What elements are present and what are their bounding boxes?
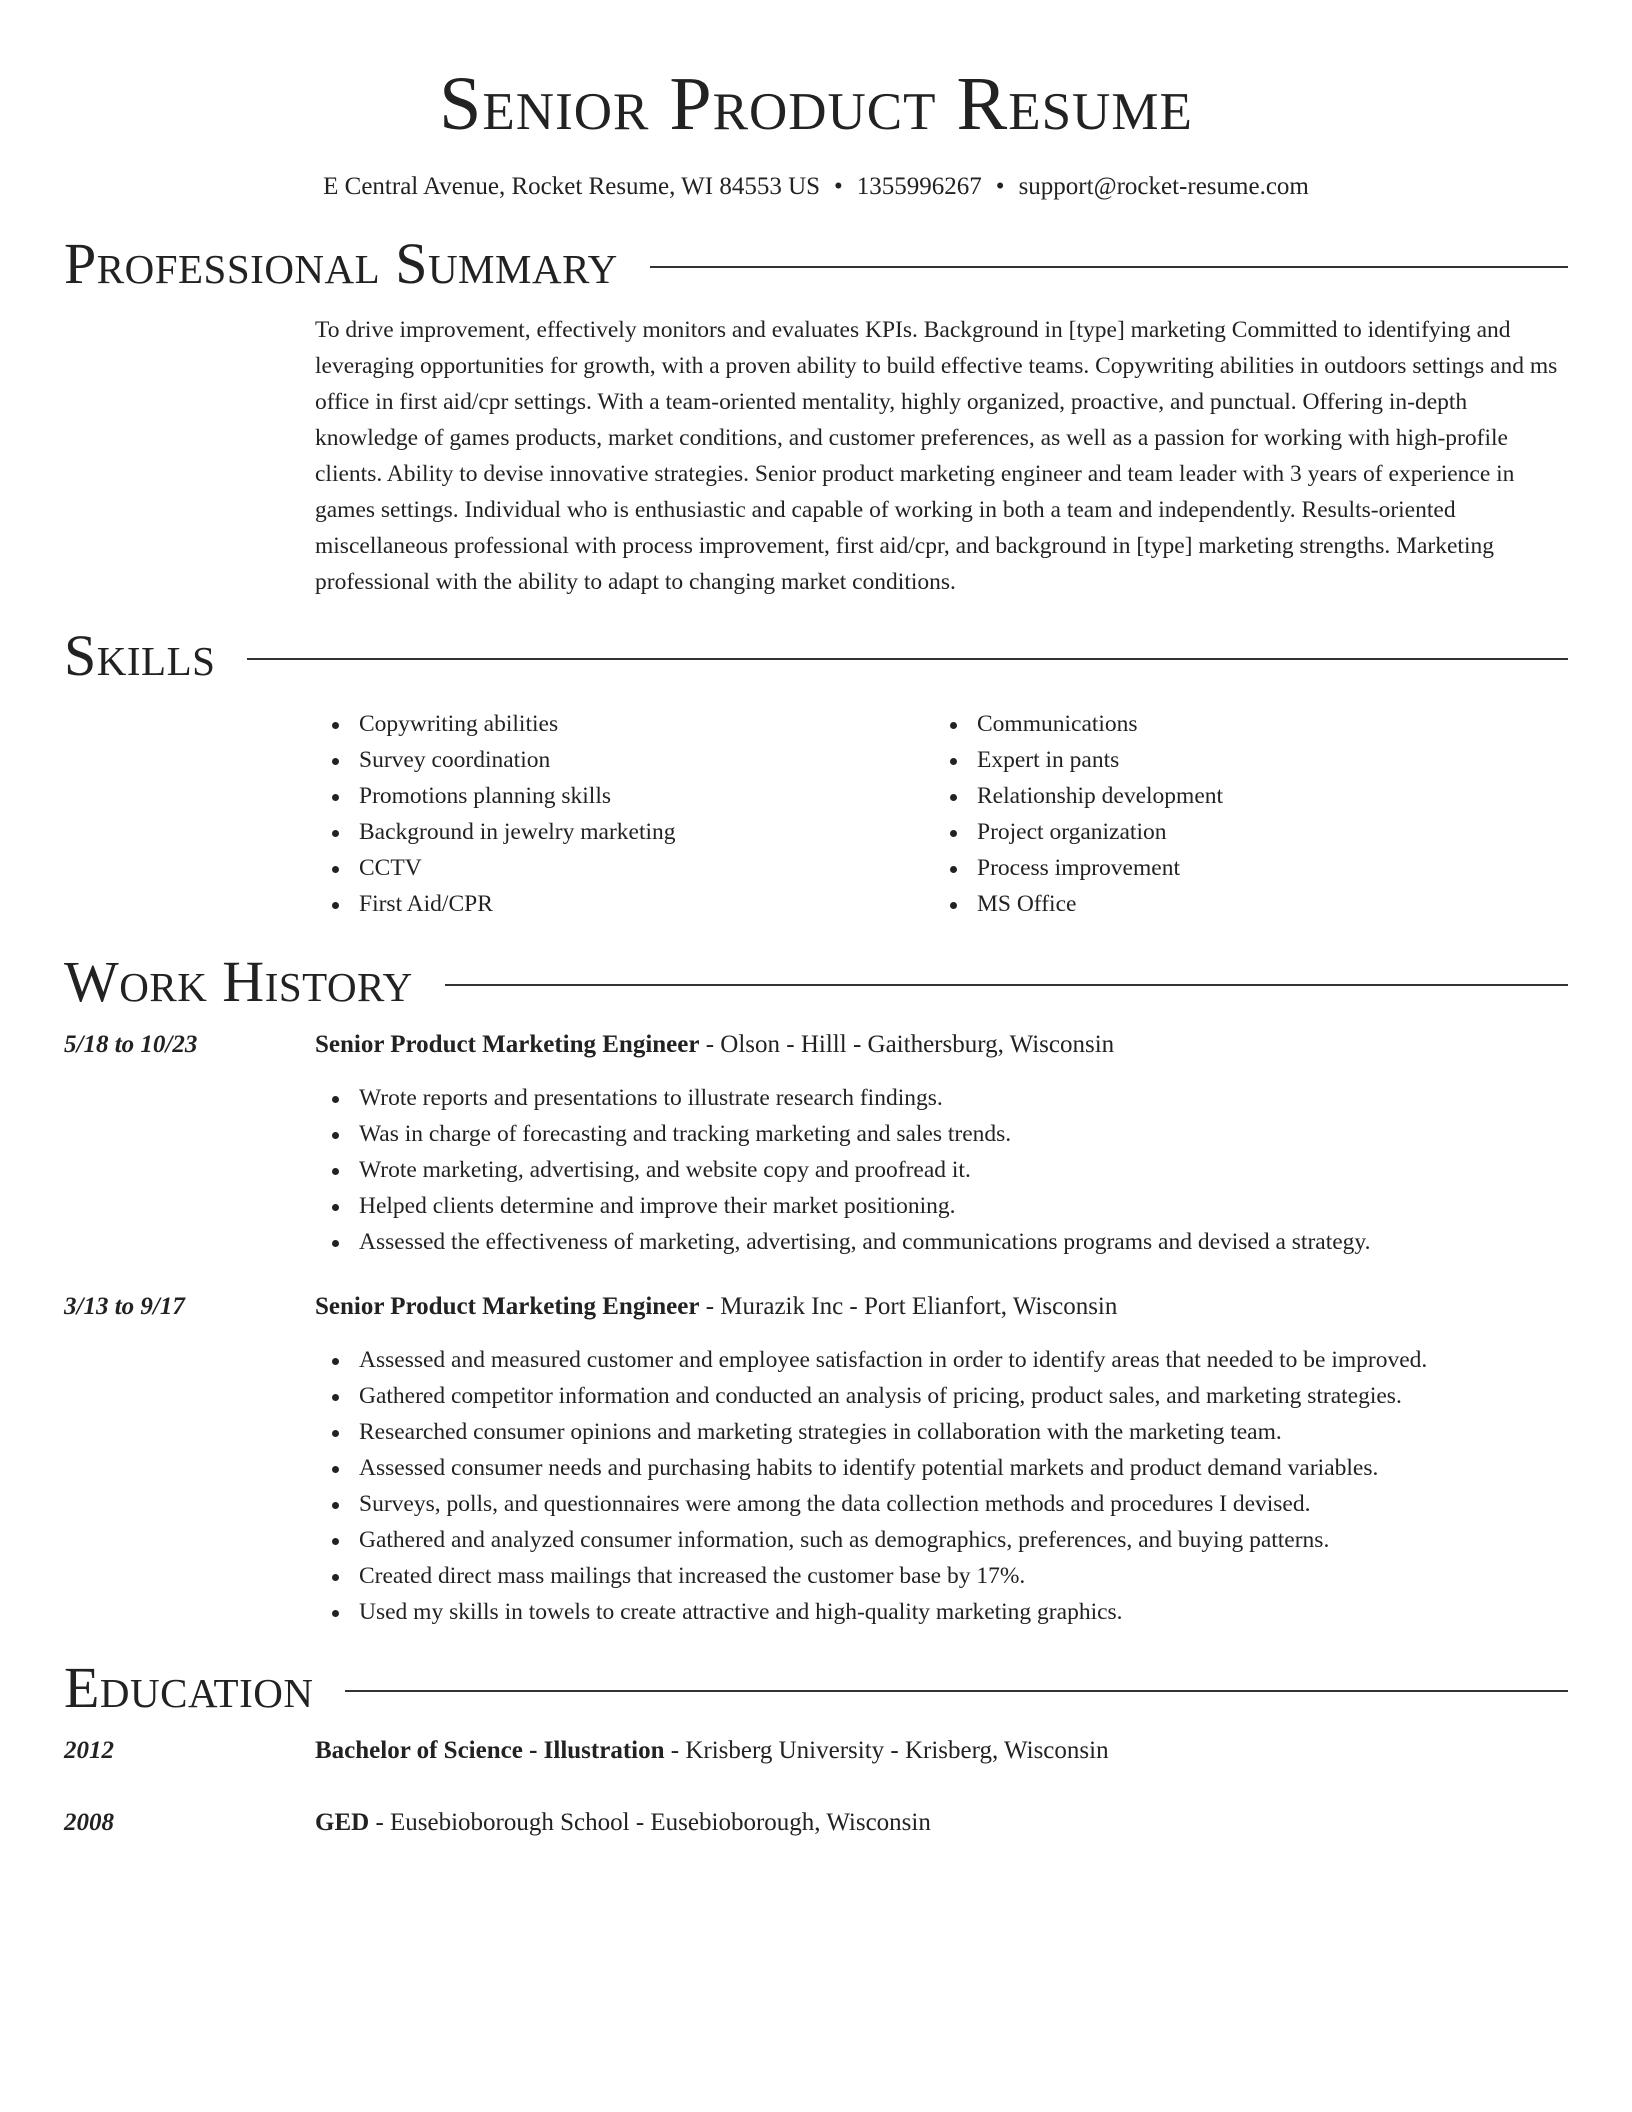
education-header [315, 1734, 1568, 1768]
skill-item: CCTV [359, 850, 933, 886]
work-section-header [64, 950, 1568, 1014]
resume-title: Senior Product Resume [439, 62, 1193, 146]
job-title: Senior Product Marketing Engineer [315, 1031, 700, 1058]
skill-item: MS Office [977, 886, 1551, 922]
education-degree: Bachelor of Science - Illustration [315, 1737, 665, 1764]
education-school: - Krisberg University - Krisberg, Wisconsin [664, 1737, 1109, 1764]
job-bullet: Assessed consumer needs and purchasing habits to identify potential markets and product demand variables. [359, 1450, 1568, 1486]
skill-item: Copywriting abilities [359, 706, 933, 742]
contact-separator: • [834, 173, 843, 200]
job-bullet: Wrote marketing, advertising, and website copy and proofread it. [359, 1152, 1568, 1188]
contact-email[interactable]: support@rocket-resume.com [1018, 173, 1309, 200]
skill-item: Background in jewelry marketing [359, 814, 933, 850]
skills-list-left [315, 706, 933, 922]
job-dates: 3/13 to 9/17 [64, 1293, 185, 1320]
summary-spacer [64, 312, 315, 600]
job-employer: - Olson - Hilll - Gaithersburg, Wisconsin [699, 1031, 1115, 1058]
job-bullets [315, 1080, 1568, 1260]
education-entry [64, 1734, 1568, 1768]
job-body [315, 1290, 1568, 1630]
skills-spacer [64, 706, 315, 922]
skills-section-header [64, 624, 1568, 688]
skill-item: Communications [977, 706, 1551, 742]
skills-row [64, 706, 1568, 922]
contact-line [64, 170, 1568, 204]
section-divider [445, 984, 1568, 986]
skill-item: Relationship development [977, 778, 1551, 814]
job-entry [64, 1290, 1568, 1630]
skill-item: Survey coordination [359, 742, 933, 778]
summary-row [64, 312, 1568, 600]
skill-item: Project organization [977, 814, 1551, 850]
summary-section-header [64, 232, 1568, 296]
education-header [315, 1806, 1568, 1840]
resume-page [64, 0, 1568, 1840]
job-bullet: Gathered and analyzed consumer information, such as demographics, preferences, and buying patterns. [359, 1522, 1568, 1558]
contact-phone: 1355996267 [856, 173, 982, 200]
summary-body [315, 312, 1568, 600]
education-entry [64, 1806, 1568, 1840]
job-employer: - Murazik Inc - Port Elianfort, Wisconsin [699, 1293, 1118, 1320]
skill-item: Expert in pants [977, 742, 1551, 778]
skills-columns [315, 706, 1568, 922]
skills-list-right [933, 706, 1551, 922]
education-school: - Eusebioborough School - Eusebioborough, Wisconsin [369, 1809, 931, 1836]
education-body [315, 1806, 1568, 1840]
job-header [315, 1028, 1568, 1062]
education-body [315, 1734, 1568, 1768]
job-bullet: Created direct mass mailings that increased the customer base by 17%. [359, 1558, 1568, 1594]
contact-separator: • [995, 173, 1005, 200]
job-bullet: Used my skills in towels to create attractive and high-quality marketing graphics. [359, 1594, 1568, 1630]
job-body [315, 1028, 1568, 1260]
education-year: 2012 [64, 1737, 114, 1764]
job-entry [64, 1028, 1568, 1260]
section-divider [650, 266, 1568, 268]
job-bullets [315, 1342, 1568, 1630]
job-bullet: Was in charge of forecasting and tracking marketing and sales trends. [359, 1116, 1568, 1152]
skill-item: Process improvement [977, 850, 1551, 886]
education-year: 2008 [64, 1809, 114, 1836]
job-bullet: Helped clients determine and improve their market positioning. [359, 1188, 1568, 1224]
job-bullet: Wrote reports and presentations to illustrate research findings. [359, 1080, 1568, 1116]
summary-heading: Professional Summary [64, 231, 618, 296]
job-title: Senior Product Marketing Engineer [315, 1293, 700, 1320]
contact-address: E Central Avenue, Rocket Resume, WI 84553 US [323, 173, 821, 200]
education-heading: Education [64, 1655, 314, 1720]
job-bullet: Researched consumer opinions and marketing strategies in collaboration with the marketing team. [359, 1414, 1568, 1450]
job-bullet: Assessed and measured customer and employee satisfaction in order to identify areas that needed to be improved. [359, 1342, 1568, 1378]
job-bullet: Assessed the effectiveness of marketing, advertising, and communications programs and devised a strategy. [359, 1224, 1568, 1260]
education-degree: GED [315, 1809, 370, 1836]
job-bullet: Surveys, polls, and questionnaires were among the data collection methods and procedures I devised. [359, 1486, 1568, 1522]
section-divider [247, 658, 1568, 660]
section-divider [345, 1690, 1568, 1692]
job-header [315, 1290, 1568, 1324]
job-dates: 5/18 to 10/23 [64, 1031, 198, 1058]
work-heading: Work History [64, 949, 413, 1014]
skills-heading: Skills [64, 623, 216, 688]
job-bullet: Gathered competitor information and conducted an analysis of pricing, product sales, and marketing strategies. [359, 1378, 1568, 1414]
skill-item: First Aid/CPR [359, 886, 933, 922]
summary-text: To drive improvement, effectively monitors and evaluates KPIs. Background in [type] marketing Committed to identifying and leveraging opportunities for growth, with a proven ability to build effective teams. Copywriting abilities in outdoors settings and ms office in first aid/cpr settings. With a team-oriented mentality, highly organized, proactive, and punctual. Offering in-depth knowledge of games products, market conditions, and customer preferences, as well as a passion for working with high-profile clients. Ability to devise innovative strategies. Senior product marketing engineer and team leader with 3 years of experience in games settings. Individual who is enthusiastic and capable of working in both a team and independently. Results-oriented miscellaneous professional with process improvement, first aid/cpr, and background in [type] marketing strengths. Marketing professional with the ability to adapt to changing market conditions. [315, 317, 1558, 595]
education-section-header [64, 1656, 1568, 1720]
skill-item: Promotions planning skills [359, 778, 933, 814]
